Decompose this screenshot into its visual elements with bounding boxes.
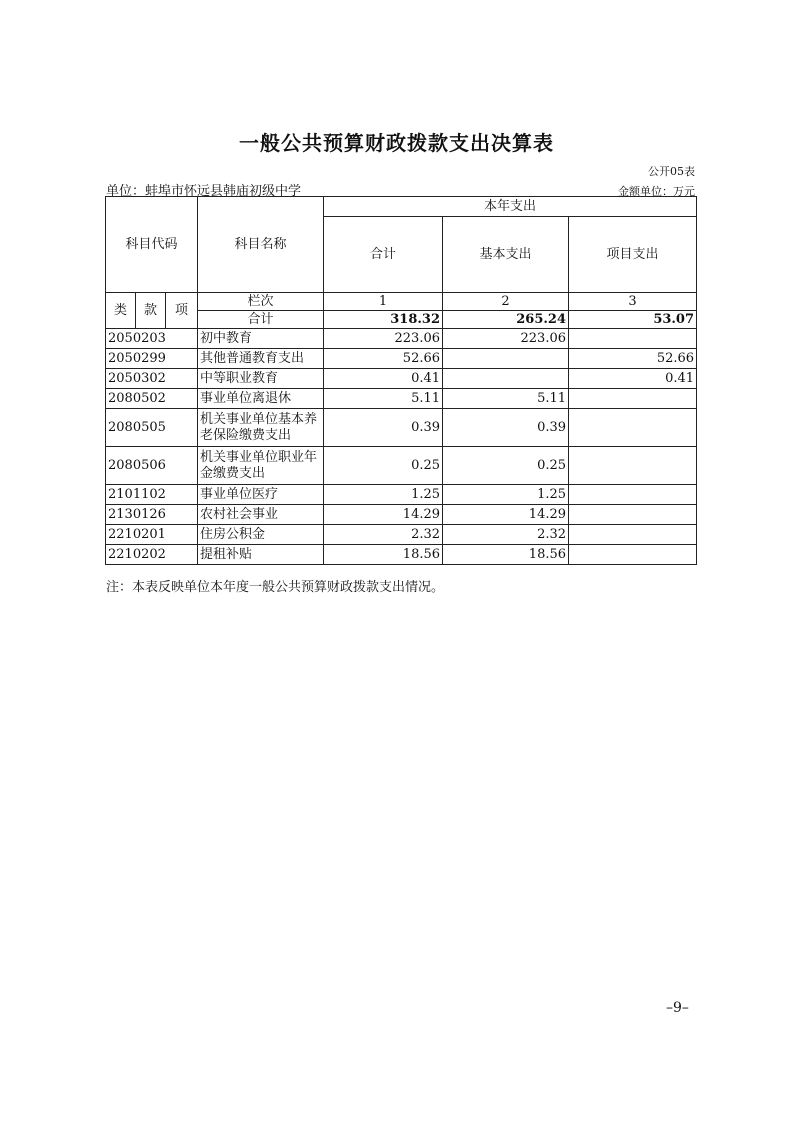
row-name: 机关事业单位基本养老保险缴费支出 bbox=[198, 409, 324, 447]
row-project bbox=[569, 525, 697, 545]
row-code: 2210202 bbox=[106, 545, 198, 565]
row-code: 2050299 bbox=[106, 349, 198, 369]
money-unit-label: 金额单位：万元 bbox=[618, 185, 695, 198]
page-title: 一般公共预算财政拨款支出决算表 bbox=[239, 131, 554, 155]
row-name: 提租补贴 bbox=[198, 545, 324, 565]
row-total: 0.41 bbox=[324, 369, 443, 389]
row-basic bbox=[443, 349, 569, 369]
header-project: 项目支出 bbox=[569, 217, 697, 293]
row-project bbox=[569, 485, 697, 505]
row-project: 0.41 bbox=[569, 369, 697, 389]
page-number: –9– bbox=[666, 1000, 689, 1016]
row-code: 2080505 bbox=[106, 409, 198, 447]
row-total: 0.39 bbox=[324, 409, 443, 447]
row-project bbox=[569, 505, 697, 525]
row-total: 223.06 bbox=[324, 329, 443, 349]
header-kuan: 款 bbox=[136, 293, 166, 329]
row-code: 2050302 bbox=[106, 369, 198, 389]
table-row bbox=[106, 409, 697, 447]
row-name: 事业单位离退休 bbox=[198, 389, 324, 409]
sum-basic: 265.24 bbox=[443, 311, 569, 329]
col-index-2: 2 bbox=[443, 293, 569, 311]
table-row bbox=[106, 545, 697, 565]
row-basic: 14.29 bbox=[443, 505, 569, 525]
row-total: 1.25 bbox=[324, 485, 443, 505]
row-code: 2210201 bbox=[106, 525, 198, 545]
row-name: 机关事业单位职业年金缴费支出 bbox=[198, 447, 324, 485]
table-note: 注：本表反映单位本年度一般公共预算财政拨款支出情况。 bbox=[106, 580, 445, 595]
row-total: 0.25 bbox=[324, 447, 443, 485]
header-xiang: 项 bbox=[166, 293, 198, 329]
row-code: 2080506 bbox=[106, 447, 198, 485]
table-row bbox=[106, 485, 697, 505]
header-year-expense: 本年支出 bbox=[324, 197, 697, 217]
row-project bbox=[569, 545, 697, 565]
row-name: 中等职业教育 bbox=[198, 369, 324, 389]
header-subject-code: 科目代码 bbox=[106, 197, 198, 293]
row-name: 初中教育 bbox=[198, 329, 324, 349]
expenditure-table bbox=[105, 196, 697, 565]
row-basic: 18.56 bbox=[443, 545, 569, 565]
table-row bbox=[106, 369, 697, 389]
row-basic: 223.06 bbox=[443, 329, 569, 349]
table-row bbox=[106, 389, 697, 409]
row-basic: 1.25 bbox=[443, 485, 569, 505]
sum-total: 318.32 bbox=[324, 311, 443, 329]
row-name: 其他普通教育支出 bbox=[198, 349, 324, 369]
row-total: 2.32 bbox=[324, 525, 443, 545]
row-basic: 0.39 bbox=[443, 409, 569, 447]
col-index-3: 3 bbox=[569, 293, 697, 311]
row-project: 52.66 bbox=[569, 349, 697, 369]
col-index-1: 1 bbox=[324, 293, 443, 311]
row-code: 2130126 bbox=[106, 505, 198, 525]
table-row bbox=[106, 505, 697, 525]
header-subject-name: 科目名称 bbox=[198, 197, 324, 293]
row-basic: 5.11 bbox=[443, 389, 569, 409]
header-basic: 基本支出 bbox=[443, 217, 569, 293]
header-total: 合计 bbox=[324, 217, 443, 293]
header-lanci: 栏次 bbox=[198, 293, 324, 311]
sum-project: 53.07 bbox=[569, 311, 697, 329]
row-total: 18.56 bbox=[324, 545, 443, 565]
table-row bbox=[106, 349, 697, 369]
sum-label: 合计 bbox=[198, 311, 324, 329]
row-total: 52.66 bbox=[324, 349, 443, 369]
row-project bbox=[569, 409, 697, 447]
unit-label: 单位：蚌埠市怀远县韩庙初级中学 bbox=[106, 184, 302, 199]
form-number: 公开05表 bbox=[648, 165, 695, 178]
row-name: 事业单位医疗 bbox=[198, 485, 324, 505]
row-project bbox=[569, 329, 697, 349]
header-lei: 类 bbox=[106, 293, 136, 329]
table-row bbox=[106, 525, 697, 545]
row-basic: 0.25 bbox=[443, 447, 569, 485]
table-row bbox=[106, 329, 697, 349]
row-project bbox=[569, 389, 697, 409]
row-basic: 2.32 bbox=[443, 525, 569, 545]
row-total: 5.11 bbox=[324, 389, 443, 409]
row-name: 住房公积金 bbox=[198, 525, 324, 545]
table-row bbox=[106, 447, 697, 485]
row-code: 2050203 bbox=[106, 329, 198, 349]
row-code: 2101102 bbox=[106, 485, 198, 505]
row-basic bbox=[443, 369, 569, 389]
row-project bbox=[569, 447, 697, 485]
row-name: 农村社会事业 bbox=[198, 505, 324, 525]
row-code: 2080502 bbox=[106, 389, 198, 409]
row-total: 14.29 bbox=[324, 505, 443, 525]
